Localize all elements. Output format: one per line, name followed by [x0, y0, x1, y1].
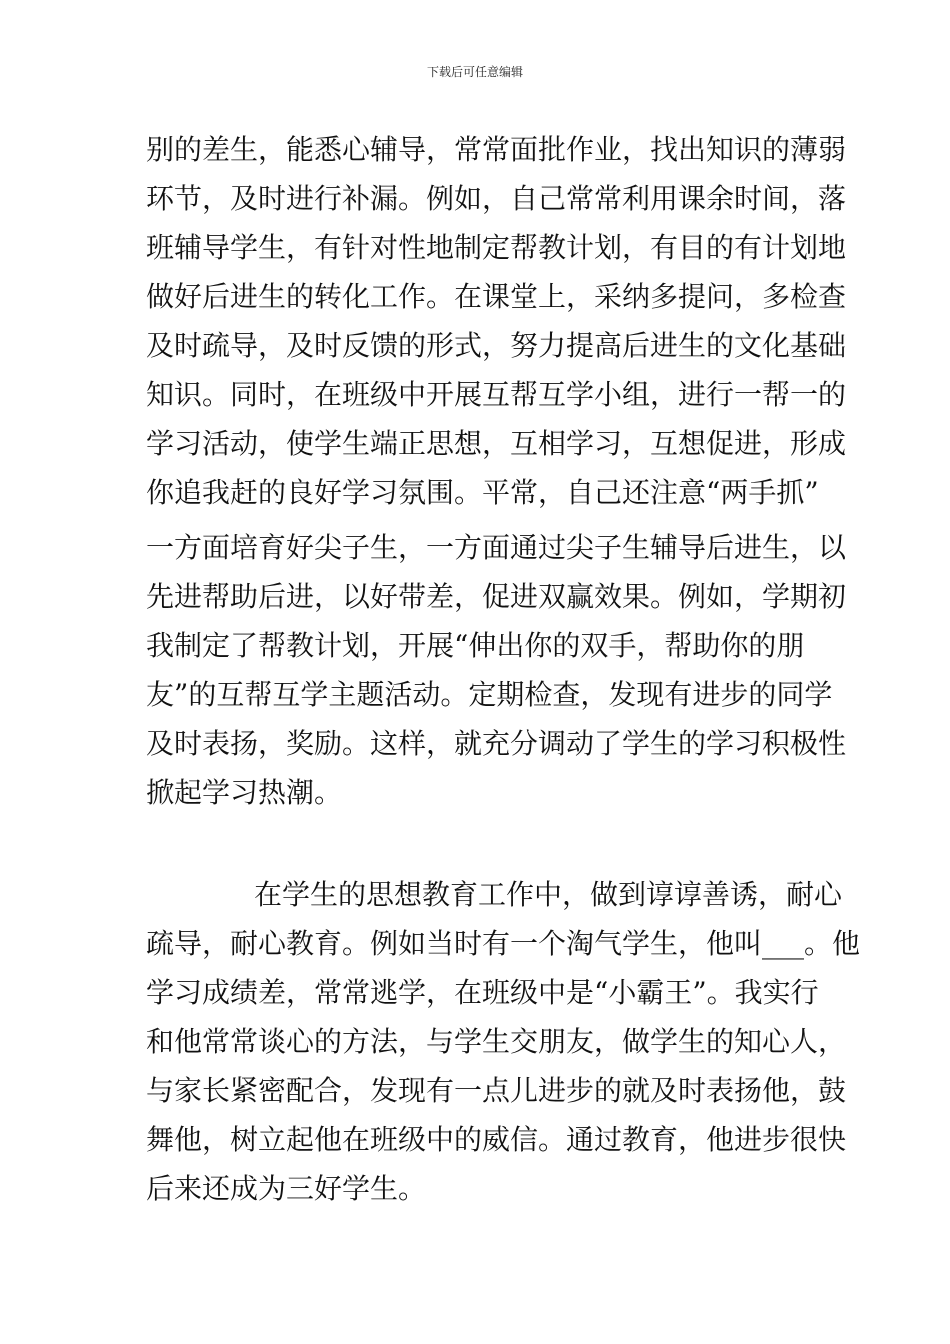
page-header: 下载后可任意编辑 — [426, 65, 523, 79]
text-line: 先进帮助后进，以好带差，促进双赢效果。例如，学期初 — [146, 580, 847, 613]
text-line: 学习活动，使学生端正思想，互相学习，互想促进，形成 — [146, 427, 847, 460]
text-line: 及时疏导，及时反馈的形式，努力提高后进生的文化基础 — [146, 329, 847, 362]
text-line: 及时表扬，奖励。这样，就充分调动了学生的学习积极性 — [146, 727, 847, 760]
text-line: 班辅导学生，有针对性地制定帮教计划，有目的有计划地 — [146, 231, 847, 264]
text-line: 环节，及时进行补漏。例如，自己常常利用课余时间，落 — [146, 182, 847, 215]
text-line: 你追我赶的良好学习氛围。平常，自己还注意“两手抓” — [146, 476, 819, 509]
text-line: 在学生的思想教育工作中，做到谆谆善诱，耐心 — [254, 878, 843, 911]
text-line: 疏导，耐心教育。例如当时有一个淘气学生，他叫___。他 — [146, 927, 861, 960]
text-line: 一方面培育好尖子生，一方面通过尖子生辅导后进生，以 — [146, 531, 847, 564]
text-line: 做好后进生的转化工作。在课堂上，采纳多提问，多检查 — [146, 280, 847, 313]
text-line: 学习成绩差，常常逃学，在班级中是“小霸王”。我实行 — [146, 976, 819, 1009]
text-line: 后来还成为三好学生。 — [146, 1172, 427, 1205]
text-line: 别的差生，能悉心辅导，常常面批作业，找出知识的薄弱 — [146, 133, 847, 166]
text-line: 友”的互帮互学主题活动。定期检查，发现有进步的同学 — [146, 678, 833, 711]
text-line: 和他常常谈心的方法，与学生交朋友，做学生的知心人， — [146, 1025, 847, 1058]
text-line: 与家长紧密配合，发现有一点儿进步的就及时表扬他，鼓 — [146, 1074, 847, 1107]
text-line: 知识。同时，在班级中开展互帮互学小组，进行一帮一的 — [146, 378, 847, 411]
text-line: 掀起学习热潮。 — [146, 776, 343, 809]
text-line: 我制定了帮教计划，开展“伸出你的双手，帮助你的朋 — [146, 629, 805, 662]
text-line: 舞他，树立起他在班级中的威信。通过教育，他进步很快 — [146, 1123, 847, 1156]
